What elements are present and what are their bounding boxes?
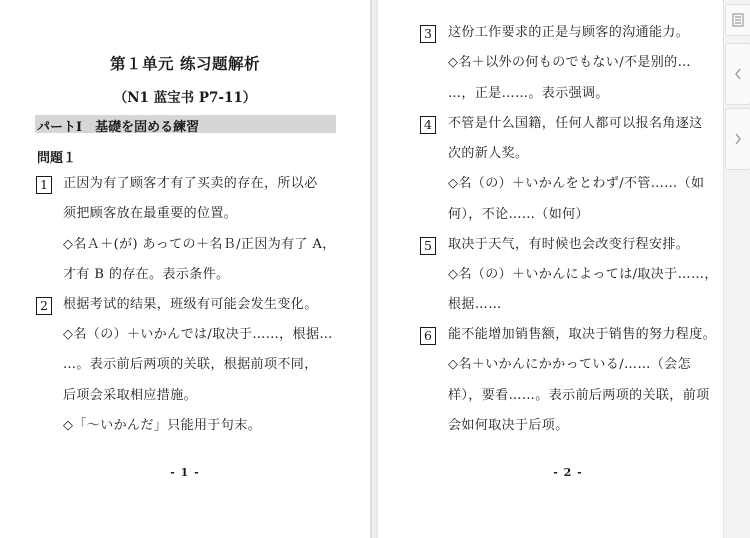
page-gutter	[370, 0, 378, 538]
question-heading: 問題１	[37, 151, 77, 166]
question-number-1: 1	[36, 176, 52, 194]
viewer-side-toolbar	[723, 0, 750, 538]
explanation-line: ◇名（の）＋いかんによっては/取决于……，	[448, 267, 718, 282]
page-number: - 1 -	[170, 466, 200, 479]
page-number: - 2 -	[553, 466, 583, 479]
explanation-line: 后项会采取相应措施。	[63, 388, 198, 403]
question-number-2: 2	[36, 297, 52, 315]
explanation-line: ◇名＋いかんにかかっている/……（会怎	[448, 357, 691, 372]
explanation-line: ◇名＋以外の何ものでもない/不是别的…	[448, 55, 691, 70]
answer-line: 次的新人奖。	[448, 146, 529, 161]
answer-line: 根据考试的结果，班级有可能会发生变化。	[63, 297, 318, 312]
question-number-6: 6	[420, 327, 436, 345]
page-title: 第１单元 练习题解析	[110, 54, 260, 73]
explanation-line: 根据……	[448, 297, 502, 312]
explanation-line: ◇名Ａ＋(が) あっての＋名Ｂ/正因为有了 A，	[63, 237, 336, 252]
explanation-line: 何），不论……（如何）	[448, 207, 589, 222]
explanation-line: 会如何取决于后项。	[448, 418, 569, 433]
explanation-line: ◇「～いかんだ」只能用于句末。	[63, 418, 261, 433]
answer-line: 须把顾客放在最重要的位置。	[63, 206, 238, 221]
page-subtitle: （N1 蓝宝书 P7-11）	[113, 90, 257, 106]
explanation-line: ◇名（の）＋いかんをとわず/不管……（如	[448, 176, 705, 191]
document-page-1	[0, 0, 370, 538]
question-number-3: 3	[420, 25, 436, 43]
chevron-left-icon[interactable]	[725, 43, 750, 105]
chevron-right-icon[interactable]	[725, 108, 750, 170]
document-page-2	[378, 0, 724, 538]
explanation-line: 才有 B 的存在。表示条件。	[63, 267, 230, 282]
question-number-4: 4	[420, 116, 436, 134]
answer-line: 能不能增加销售额，取决于销售的努力程度。	[448, 327, 717, 342]
answer-line: 正因为有了顾客才有了买卖的存在，所以必	[63, 176, 318, 191]
document-list-icon[interactable]	[725, 4, 750, 36]
answer-line: 这份工作要求的正是与顾客的沟通能力。	[448, 25, 690, 40]
explanation-line: ◇名（の）＋いかんでは/取决于……，根据…	[63, 327, 333, 342]
explanation-line: …。表示前后两项的关联，根据前项不同，	[63, 357, 318, 372]
section-heading: パートⅠ 基礎を固める練習	[37, 120, 200, 135]
answer-line: 取决于天气，有时候也会改变行程安排。	[448, 237, 690, 252]
answer-line: 不管是什么国籍，任何人都可以报名角逐这	[448, 116, 703, 131]
explanation-line: …，正是……。表示强调。	[448, 86, 609, 101]
explanation-line: 样），要看……。表示前后两项的关联，前项	[448, 388, 710, 403]
question-number-5: 5	[420, 237, 436, 255]
